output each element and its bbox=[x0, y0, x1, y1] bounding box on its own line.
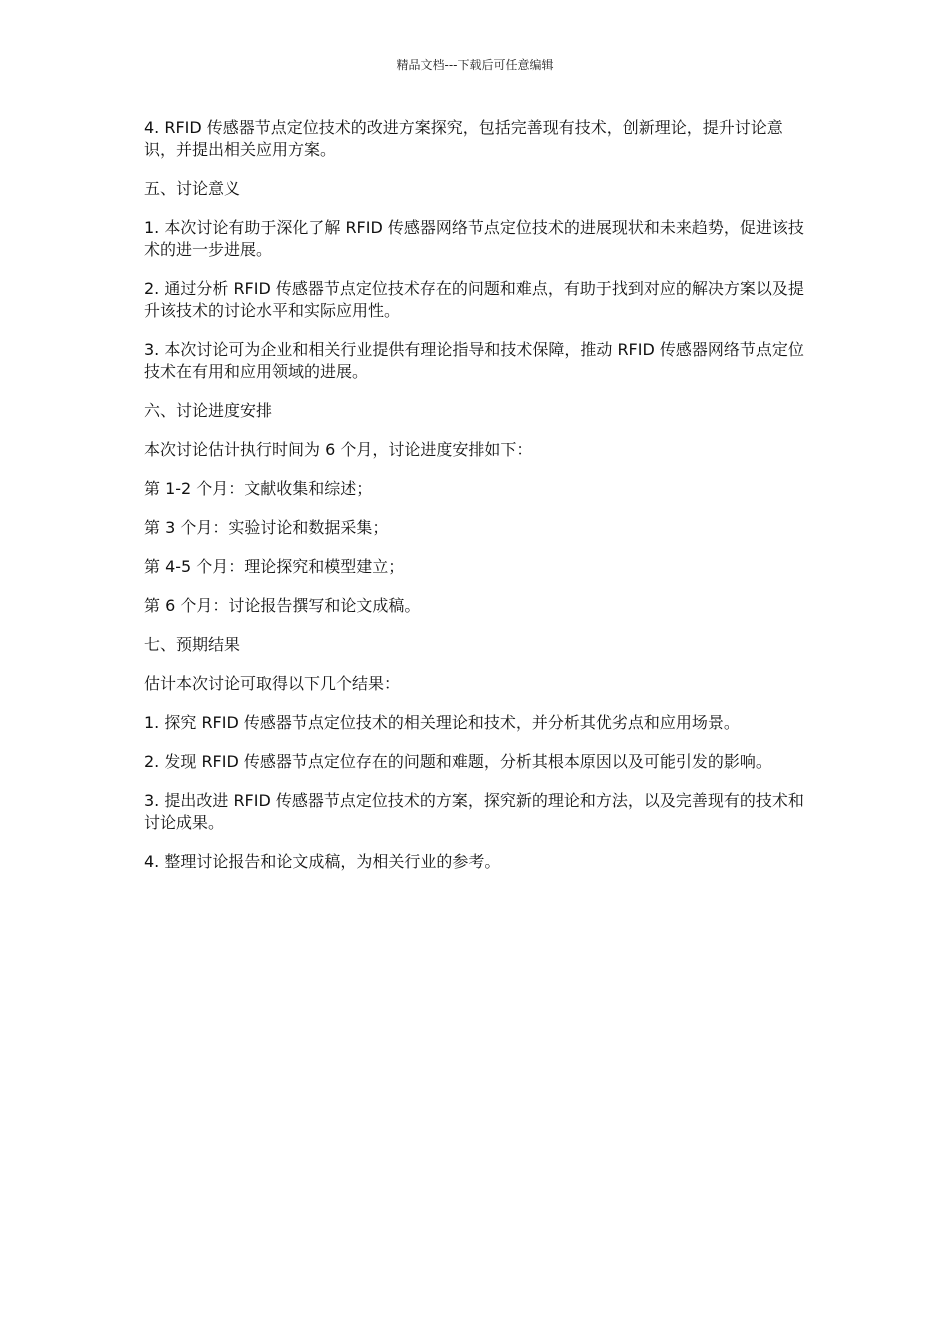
schedule-item-3: 第 4-5 个月：理论探究和模型建立； bbox=[144, 557, 405, 576]
paragraph-results-intro: 估计本次讨论可取得以下几个结果： bbox=[144, 674, 401, 693]
section-heading-significance: 五、讨论意义 bbox=[144, 179, 241, 198]
paragraph-result-3: 3. 提出改进 RFID 传感器节点定位技术的方案，探究新的理论和方法，以及完善现有的技术和讨论成果。 bbox=[144, 791, 804, 832]
page-header: 精品文档---下载后可任意编辑 bbox=[396, 58, 554, 72]
paragraph-significance-2: 2. 通过分析 RFID 传感器节点定位技术存在的问题和难点，有助于找到对应的解决方案以及提升该技术的讨论水平和实际应用性。 bbox=[144, 279, 804, 320]
section-heading-results: 七、预期结果 bbox=[144, 635, 241, 654]
paragraph-4-improvement: 4. RFID 传感器节点定位技术的改进方案探究，包括完善现有技术，创新理论，提升讨论意识，并提出相关应用方案。 bbox=[144, 118, 783, 159]
paragraph-schedule-intro: 本次讨论估计执行时间为 6 个月，讨论进度安排如下： bbox=[144, 440, 533, 459]
section-heading-schedule: 六、讨论进度安排 bbox=[144, 401, 273, 420]
document-body bbox=[144, 117, 804, 890]
paragraph-result-4: 4. 整理讨论报告和论文成稿，为相关行业的参考。 bbox=[144, 852, 501, 871]
paragraph-significance-3: 3. 本次讨论可为企业和相关行业提供有理论指导和技术保障，推动 RFID 传感器网络节点定位技术在有用和应用领域的进展。 bbox=[144, 340, 804, 381]
schedule-item-2: 第 3 个月：实验讨论和数据采集； bbox=[144, 518, 389, 537]
schedule-item-1: 第 1-2 个月：文献收集和综述； bbox=[144, 479, 373, 498]
paragraph-result-1: 1. 探究 RFID 传感器节点定位技术的相关理论和技术，并分析其优劣点和应用场景。 bbox=[144, 713, 740, 732]
schedule-item-4: 第 6 个月：讨论报告撰写和论文成稿。 bbox=[144, 596, 421, 615]
paragraph-significance-1: 1. 本次讨论有助于深化了解 RFID 传感器网络节点定位技术的进展现状和未来趋势，促进该技术的进一步进展。 bbox=[144, 218, 804, 259]
paragraph-result-2: 2. 发现 RFID 传感器节点定位存在的问题和难题，分析其根本原因以及可能引发的影响。 bbox=[144, 752, 772, 771]
